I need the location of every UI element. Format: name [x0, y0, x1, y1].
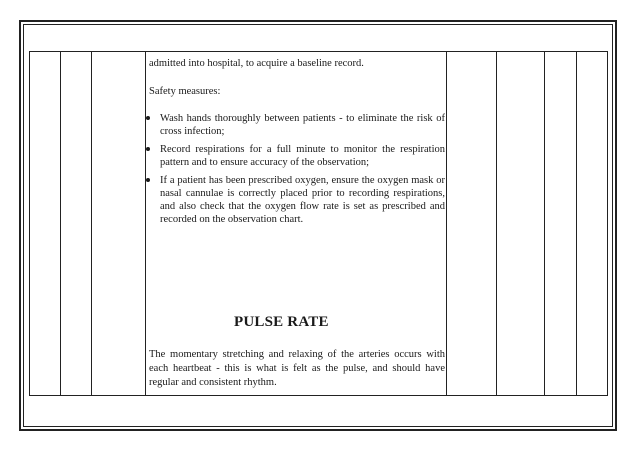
table-column-divider — [446, 51, 447, 396]
list-item-text: If a patient has been prescribed oxygen, ensure the oxygen mask or nasal cannulae is correctly placed prior to recording respirations, and also check that the oxygen flow rate is set as prescribed and recorded on the observation chart. — [160, 175, 445, 225]
safety-measures-list — [149, 112, 445, 231]
list-item-text: Wash hands thoroughly between patients - to eliminate the risk of cross infection; — [160, 113, 445, 137]
bullet-icon — [146, 116, 150, 120]
safety-measures-heading: Safety measures: — [149, 86, 221, 97]
table-column-divider — [576, 51, 577, 396]
bullet-icon — [146, 147, 150, 151]
list-item-text: Record respirations for a full minute to monitor the respiration pattern and to ensure accuracy of the observation; — [160, 144, 445, 168]
table-column-divider — [496, 51, 497, 396]
section-title: PULSE RATE — [234, 314, 329, 330]
list-item — [149, 143, 445, 169]
section-paragraph: The momentary stretching and relaxing of the arteries occurs with each heartbeat - this is what is felt as the pulse, and should have regular and consistent rhythm. — [149, 349, 445, 388]
table-column-divider — [60, 51, 61, 396]
table-column-divider — [544, 51, 545, 396]
bullet-icon — [146, 178, 150, 182]
table-column-divider — [145, 51, 146, 396]
intro-text: admitted into hospital, to acquire a baseline record. — [149, 58, 364, 69]
list-item — [149, 174, 445, 226]
list-item — [149, 112, 445, 138]
table-column-divider — [91, 51, 92, 396]
